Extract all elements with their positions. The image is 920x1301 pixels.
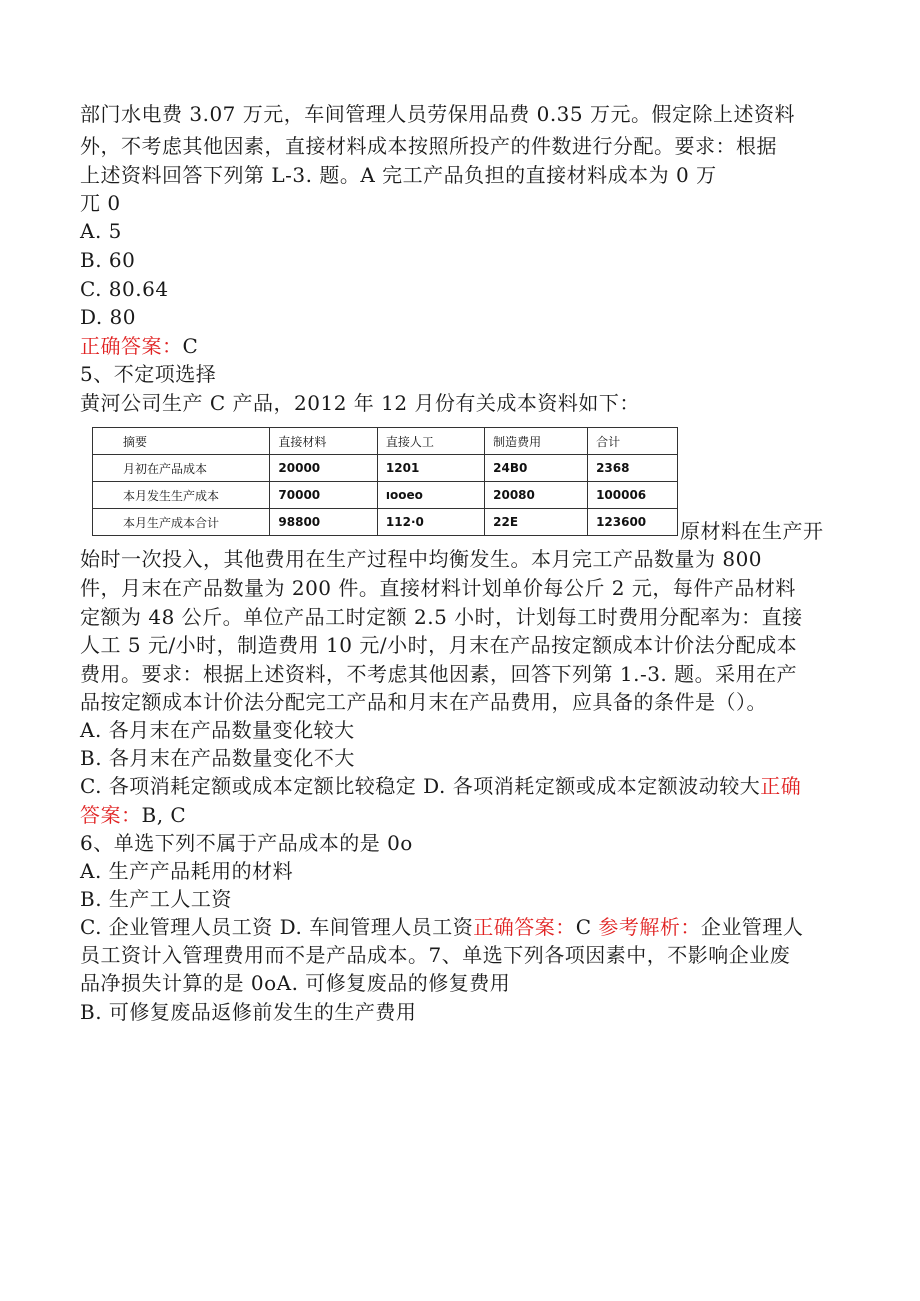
table-cell: 22E [485, 509, 588, 536]
table-row [93, 455, 678, 482]
option-a: A. 各月末在产品数量变化较大 [80, 718, 355, 742]
text-line: 部门水电费 3.07 万元，车间管理人员劳保用品费 0.35 万元。假定除上述资料 [80, 102, 795, 126]
answer-value: B, C [141, 803, 187, 827]
option-d: D. 80 [80, 305, 136, 329]
answer-label: 正确答案： [80, 334, 183, 358]
table-cell: 123600 [588, 509, 678, 536]
question-heading: 6、单选下列不属于产品成本的是 0o [80, 831, 413, 855]
text-line: 始时一次投入，其他费用在生产过程中均衡发生。本月完工产品数量为 800 [80, 547, 763, 571]
text-line: 员工资计入管理费用而不是产品成本。7、单选下列各项因素中，不影响企业废 [80, 943, 791, 967]
explanation-label: 参考解析： [598, 915, 701, 939]
option-b: B. 60 [80, 248, 136, 272]
option-c: C. 80.64 [80, 277, 169, 301]
table-cell: 24B0 [485, 455, 588, 482]
table-row [93, 509, 678, 536]
answer-value: C [182, 334, 199, 358]
option-cd [80, 913, 840, 942]
option-cd [80, 772, 840, 801]
table-header: 制造费用 [485, 428, 588, 455]
table-header: 摘要 [93, 428, 270, 455]
table-header-row [93, 428, 678, 455]
table-cell: 2368 [588, 455, 678, 482]
option-a: A. 生产产品耗用的材料 [80, 859, 294, 883]
explanation-text: 企业管理人 [700, 915, 804, 939]
text-line: 外，不考虑其他因素，直接材料成本按照所投产的件数进行分配。要求：根据 [80, 134, 777, 158]
option-text: C. 企业管理人员工资 D. 车间管理人员工资 [80, 915, 474, 939]
table-cell: 112·0 [377, 509, 484, 536]
option-b: B. 各月末在产品数量变化不大 [80, 746, 355, 770]
table-header: 直接材料 [270, 428, 378, 455]
table-cell: 20000 [270, 455, 378, 482]
text-line: 兀 0 [80, 191, 121, 215]
answer-label: 答案： [80, 803, 142, 827]
option-text: C. 各项消耗定额或成本定额比较稳定 D. 各项消耗定额或成本定额波动较大 [80, 774, 761, 798]
table-header: 直接人工 [377, 428, 484, 455]
table-cell: ıooeo [377, 482, 484, 509]
text-line: 件，月末在产品数量为 200 件。直接材料计划单价每公斤 2 元，每件产品材料 [80, 576, 796, 600]
text-line: 上述资料回答下列第 L-3. 题。A 完工产品负担的直接材料成本为 0 万 [80, 163, 717, 187]
question-heading: 5、不定项选择 [80, 362, 217, 386]
cost-table-wrap [92, 427, 678, 536]
text-after-table: 原材料在生产开 [680, 519, 824, 543]
text-line: 品按定额成本计价法分配完工产品和月末在产品费用，应具备的条件是（）。 [80, 690, 767, 714]
option-b: B. 可修复废品返修前发生的生产费用 [80, 1000, 417, 1024]
table-header: 合计 [588, 428, 678, 455]
answer-line [80, 332, 840, 361]
text-line: 人工 5 元/小时，制造费用 10 元/小时，月末在产品按定额成本计价法分配成本 [80, 633, 798, 657]
option-b: B. 生产工人工资 [80, 887, 232, 911]
answer-label: 正确答案： [473, 915, 576, 939]
table-cell: 1201 [377, 455, 484, 482]
text-line: 黄河公司生产 C 产品，2012 年 12 月份有关成本资料如下： [80, 391, 640, 415]
option-a: A. 5 [80, 219, 122, 243]
text-line: 费用。要求：根据上述资料，不考虑其他因素，回答下列第 1.-3. 题。采用在产 [80, 662, 798, 686]
table-cell: 20080 [485, 482, 588, 509]
table-cell: 月初在产品成本 [93, 455, 270, 482]
table-cell: 100006 [588, 482, 678, 509]
text-line: 品净损失计算的是 0oA. 可修复废品的修复费用 [80, 971, 511, 995]
table-cell: 本月生产成本合计 [93, 509, 270, 536]
cost-table [92, 427, 678, 536]
answer-line [80, 801, 840, 830]
table-cell: 98800 [270, 509, 378, 536]
answer-value: C [575, 915, 599, 939]
table-row [93, 482, 678, 509]
table-cell: 70000 [270, 482, 378, 509]
answer-label: 正确 [760, 774, 802, 798]
table-cell: 本月发生生产成本 [93, 482, 270, 509]
text-line: 定额为 48 公斤。单位产品工时定额 2.5 小时，计划每工时费用分配率为：直接 [80, 605, 803, 629]
